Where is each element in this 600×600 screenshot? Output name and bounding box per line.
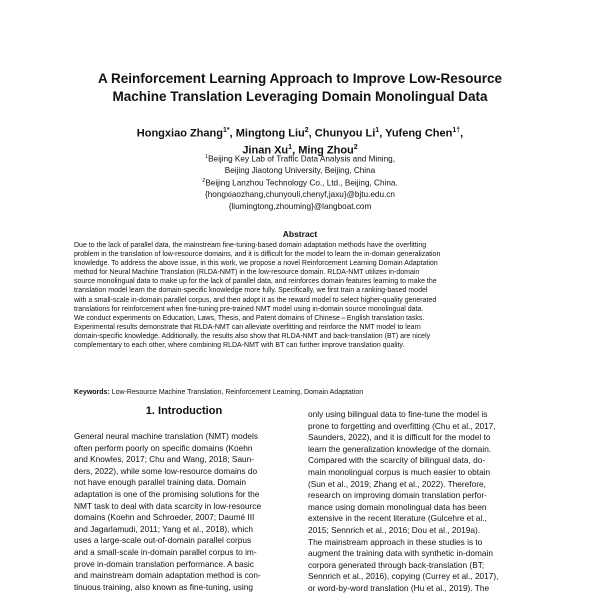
body-line: (Sun et al., 2019; Zhang et al., 2022). Therefore, [308, 478, 486, 489]
abstract-line: complementary to each other, where combining RLDA-NMT with BT can further improve translation quality. [74, 342, 405, 350]
body-line: not have enough parallel training data. Domain [74, 477, 247, 488]
abstract-line: We conduct experiments on Education, Laws, Thesis, and Patent domains of Chinese⇔English translation tasks. [74, 314, 425, 322]
keywords-label: Keywords: [74, 389, 110, 396]
affiliation-text: Beijing Key Lab of Traffic Data Analysis and Mining, [208, 154, 395, 164]
affiliation-text: Beijing Jiaotong University, Beijing, China [224, 166, 376, 176]
body-line: Compared with the scarcity of bilingual data, do- [308, 455, 486, 466]
body-line: mance using domain monolingual data has been [308, 501, 487, 512]
body-line: extensive in the recent literature (Gulcehre et al., [308, 513, 487, 524]
author-name: Mingtong Liu [235, 127, 305, 140]
body-line: tinuous training, also known as fine-tuning, using [74, 581, 253, 592]
body-line: domains (Koehn and Schroeder, 2007; Daumé III [74, 512, 255, 523]
body-line: NMT task to deal with data scarcity in low-resource [74, 500, 262, 511]
body-line: and Jagarlamudi, 2011; Yang et al., 2018), which [74, 523, 253, 534]
body-line: corpora generated through back-translation (BT; [308, 559, 485, 570]
title-line: Machine Translation Leveraging Domain Monolingual Data [112, 89, 488, 104]
body-line: The mainstream approach in these studies is to [308, 536, 483, 547]
author-superscript: 2 [304, 127, 309, 134]
body-line: research on improving domain translation perfor- [308, 490, 487, 501]
abstract-line: source monolingual data to make up for the lack of parallel data, and reinforces domain features learning to make the [74, 278, 437, 286]
author-superscript: 1† [452, 127, 461, 134]
affiliation-superscript: 2 [202, 178, 206, 185]
author-name: Jinan Xu [242, 144, 289, 157]
body-line: 2015; Sennrich et al., 2016; Dou et al., 2019a). [308, 524, 481, 535]
abstract-line: with a small-scale in-domain parallel corpus, and then adopt it as the reward model to select higher-quality generated [74, 296, 437, 304]
affiliation-email: {liumingtong,zhouming}@langboat.com [228, 201, 372, 211]
author-superscript: 1* [222, 127, 230, 134]
body-line: only using bilingual data to fine-tune the model is [308, 409, 488, 419]
body-line: and mainstream domain adaptation method is con- [74, 570, 261, 581]
body-line: Sennrich et al., 2016), copying (Currey et al., 2017), [308, 571, 499, 582]
affiliation-line [40, 176, 560, 189]
author-name: Ming Zhou [298, 144, 354, 157]
author-line: Jinan Xu$^1$, Ming Zhou$^2$ [242, 143, 358, 157]
body-line: adaptation is one of the promising solutions for the [74, 488, 260, 499]
affiliations [40, 152, 560, 212]
author-name: Yufeng Chen [385, 127, 453, 140]
body-line: and Knowles, 2017; Chu and Wang, 2018; Saun- [74, 454, 255, 465]
author-name: Hongxiao Zhang [136, 127, 223, 140]
body-line: prove in-domain translation performance. A basic [74, 558, 254, 569]
abstract-line: problem in the translation of low-resource domains, and it is difficult for the model to learn the in-domain generalization [74, 251, 441, 259]
body-line: uses a large-scale out-of-domain parallel corpus [74, 535, 252, 546]
abstract-line: method for Neural Machine Translation (RLDA-NMT) in the low-resource domain. RLDA-NMT utilizes in-domain [74, 269, 420, 277]
keywords [74, 389, 526, 396]
affiliation-line [40, 152, 560, 165]
body-line: ders, 2022), while some low-resource domains do [74, 465, 258, 476]
body-line: or word-by-word translation (Hu et al., 2019). The [308, 582, 490, 593]
paper-title [40, 70, 560, 106]
body-line: augment the training data with synthetic in-domain [308, 548, 493, 559]
affiliation-line [40, 165, 560, 176]
affiliation-email: {hongxiaozhang,chunyouli,chenyf,jaxu}@bjtu.edu.cn [205, 190, 395, 200]
author-superscript: 2 [353, 143, 358, 151]
body-line: Saunders, 2022), and it is difficult for the model to [308, 432, 491, 443]
section-heading-introduction: 1. Introduction [145, 405, 223, 417]
abstract-line: translations for reinforcement when fine-tuning pre-trained NMT model using in-domain source monolingual data. [74, 305, 424, 313]
affiliation-text: Beijing Lanzhou Technology Co., Ltd., Beijing, China. [205, 179, 398, 189]
body-line: and a small-scale in-domain parallel corpus to im- [74, 546, 257, 557]
abstract-body [74, 241, 526, 350]
author-superscript: 1 [288, 143, 293, 151]
abstract-line: knowledge. To address the above issue, in this work, we propose a novel Reinforcement Learning Domain Adaptation [74, 260, 438, 268]
body-line: main monolingual corpus is much easier to obtain [308, 466, 491, 477]
body-line: General neural machine translation (NMT) models [74, 431, 258, 441]
keywords-text: Low-Resource Machine Translation, Reinforcement Learning, Domain Adaptation [111, 389, 364, 396]
left-column [74, 431, 296, 593]
abstract-line: translation model learn the domain-specific knowledge more fully. Specifically, we first train a ranking-based model [74, 287, 428, 295]
abstract-line: Experimental results demonstrate that RLDA-NMT can alleviate overfitting and reinforce the NMT model to learn [74, 323, 421, 331]
title-line: A Reinforcement Learning Approach to Improve Low-Resource [97, 71, 503, 86]
abstract-line: Due to the lack of parallel data, the mainstream fine-tuning-based domain adaptation methods have the overfitting [74, 242, 427, 249]
right-column [308, 409, 530, 595]
author-line: Hongxiao Zhang$^{1*}$, Mingtong Liu$^2$, Chunyou Li$^1$, Yufeng Chen$^{1\dagger}$, [136, 127, 464, 140]
author-name: Chunyou Li [314, 127, 376, 140]
abstract-line: domain-specific knowledge. Additionally, the results also show that RLDA-NMT and back-translation (BT) are nicely [74, 332, 431, 340]
body-line: often perform poorly on specific domains (Koehn [74, 442, 253, 453]
body-line: learn the generalization knowledge of the domain. [308, 443, 492, 454]
body-line: prone to forgetting and overfitting (Chu et al., 2017, [308, 420, 496, 431]
abstract-heading: Abstract [282, 229, 318, 239]
affiliation-superscript: 1 [205, 154, 209, 160]
author-superscript: 1 [375, 127, 380, 134]
